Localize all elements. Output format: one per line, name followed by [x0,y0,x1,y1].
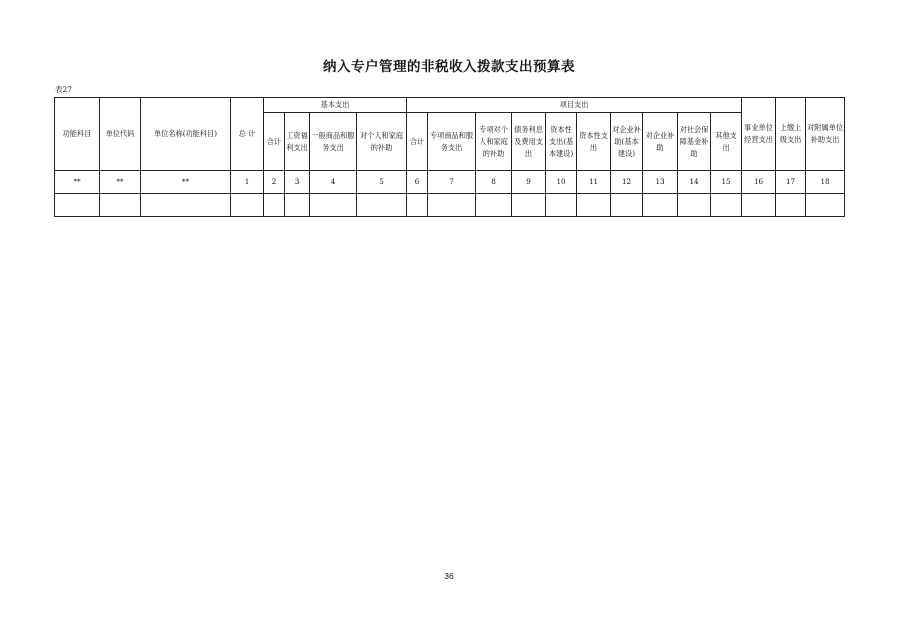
page-title: 纳入专户管理的非税收入拨款支出预算表 [323,59,575,75]
table-cell [611,194,643,217]
table-cell [806,194,845,217]
table-cell [55,194,100,217]
header-project-capital-construction: 资本性支出(基本建设) [546,113,577,171]
column-number: 17 [776,171,806,194]
column-number: 1 [231,171,264,194]
header-basic-household-subsidy: 对个人和家庭的补助 [357,113,407,171]
table-cell [310,194,357,217]
header-project-total: 合计 [407,113,428,171]
table-cell [100,194,141,217]
header-project-other: 其他支出 [711,113,742,171]
header-basic-total: 合计 [264,113,285,171]
column-number: 9 [512,171,546,194]
table-cell [141,194,231,217]
header-project-enterprise-construction: 对企业补助(基本建设) [611,113,643,171]
column-number: 16 [742,171,776,194]
table-cell [711,194,742,217]
header-payment-to-superior: 上缴上级支出 [776,98,806,171]
header-project-enterprise-subsidy: 对企业补助 [643,113,678,171]
header-basic-goods-services: 一般商品和服务支出 [310,113,357,171]
header-unit-name: 单位名称(功能科目) [141,98,231,171]
table-cell [357,194,407,217]
table-cell [643,194,678,217]
table-cell [407,194,428,217]
table-cell [512,194,546,217]
table-row-empty [55,194,845,217]
column-number: 13 [643,171,678,194]
header-subsidy-to-affiliated: 对附属单位补助支出 [806,98,845,171]
column-number: 2 [264,171,285,194]
column-number: 5 [357,171,407,194]
header-project-household-subsidy: 专项对个人和家庭的补助 [476,113,512,171]
table-cell: ** [100,171,141,194]
column-number: 11 [577,171,611,194]
header-basic-expenditure: 基本支出 [264,98,407,113]
header-project-debt-interest: 债务利息及费用支出 [512,113,546,171]
table-cell [264,194,285,217]
budget-table [54,97,845,217]
table-row [55,171,845,194]
column-number: 18 [806,171,845,194]
header-unit-code: 单位代码 [100,98,141,171]
table-cell [476,194,512,217]
header-project-capital: 资本性支出 [577,113,611,171]
table-number: 表27 [55,85,73,94]
table-cell [428,194,476,217]
column-number: 10 [546,171,577,194]
table-cell [577,194,611,217]
header-project-goods-services: 专项商品和服务支出 [428,113,476,171]
header-total: 总 计 [231,98,264,171]
table-cell [678,194,711,217]
column-number: 15 [711,171,742,194]
column-number: 4 [310,171,357,194]
column-number: 6 [407,171,428,194]
table-cell: ** [141,171,231,194]
table-cell [285,194,310,217]
column-number: 3 [285,171,310,194]
header-functional-subject: 功能科目 [55,98,100,171]
table-cell [231,194,264,217]
column-number: 14 [678,171,711,194]
column-number: 12 [611,171,643,194]
column-number: 8 [476,171,512,194]
page-number: 36 [444,571,454,581]
header-project-expenditure: 项目支出 [407,98,742,113]
table-cell [546,194,577,217]
table-cell: ** [55,171,100,194]
header-row-1 [55,98,845,113]
table-cell [742,194,776,217]
header-project-social-security: 对社会保障基金补助 [678,113,711,171]
table-cell [776,194,806,217]
header-business-operation: 事业单位经营支出 [742,98,776,171]
column-number: 7 [428,171,476,194]
header-basic-wages: 工资福利支出 [285,113,310,171]
